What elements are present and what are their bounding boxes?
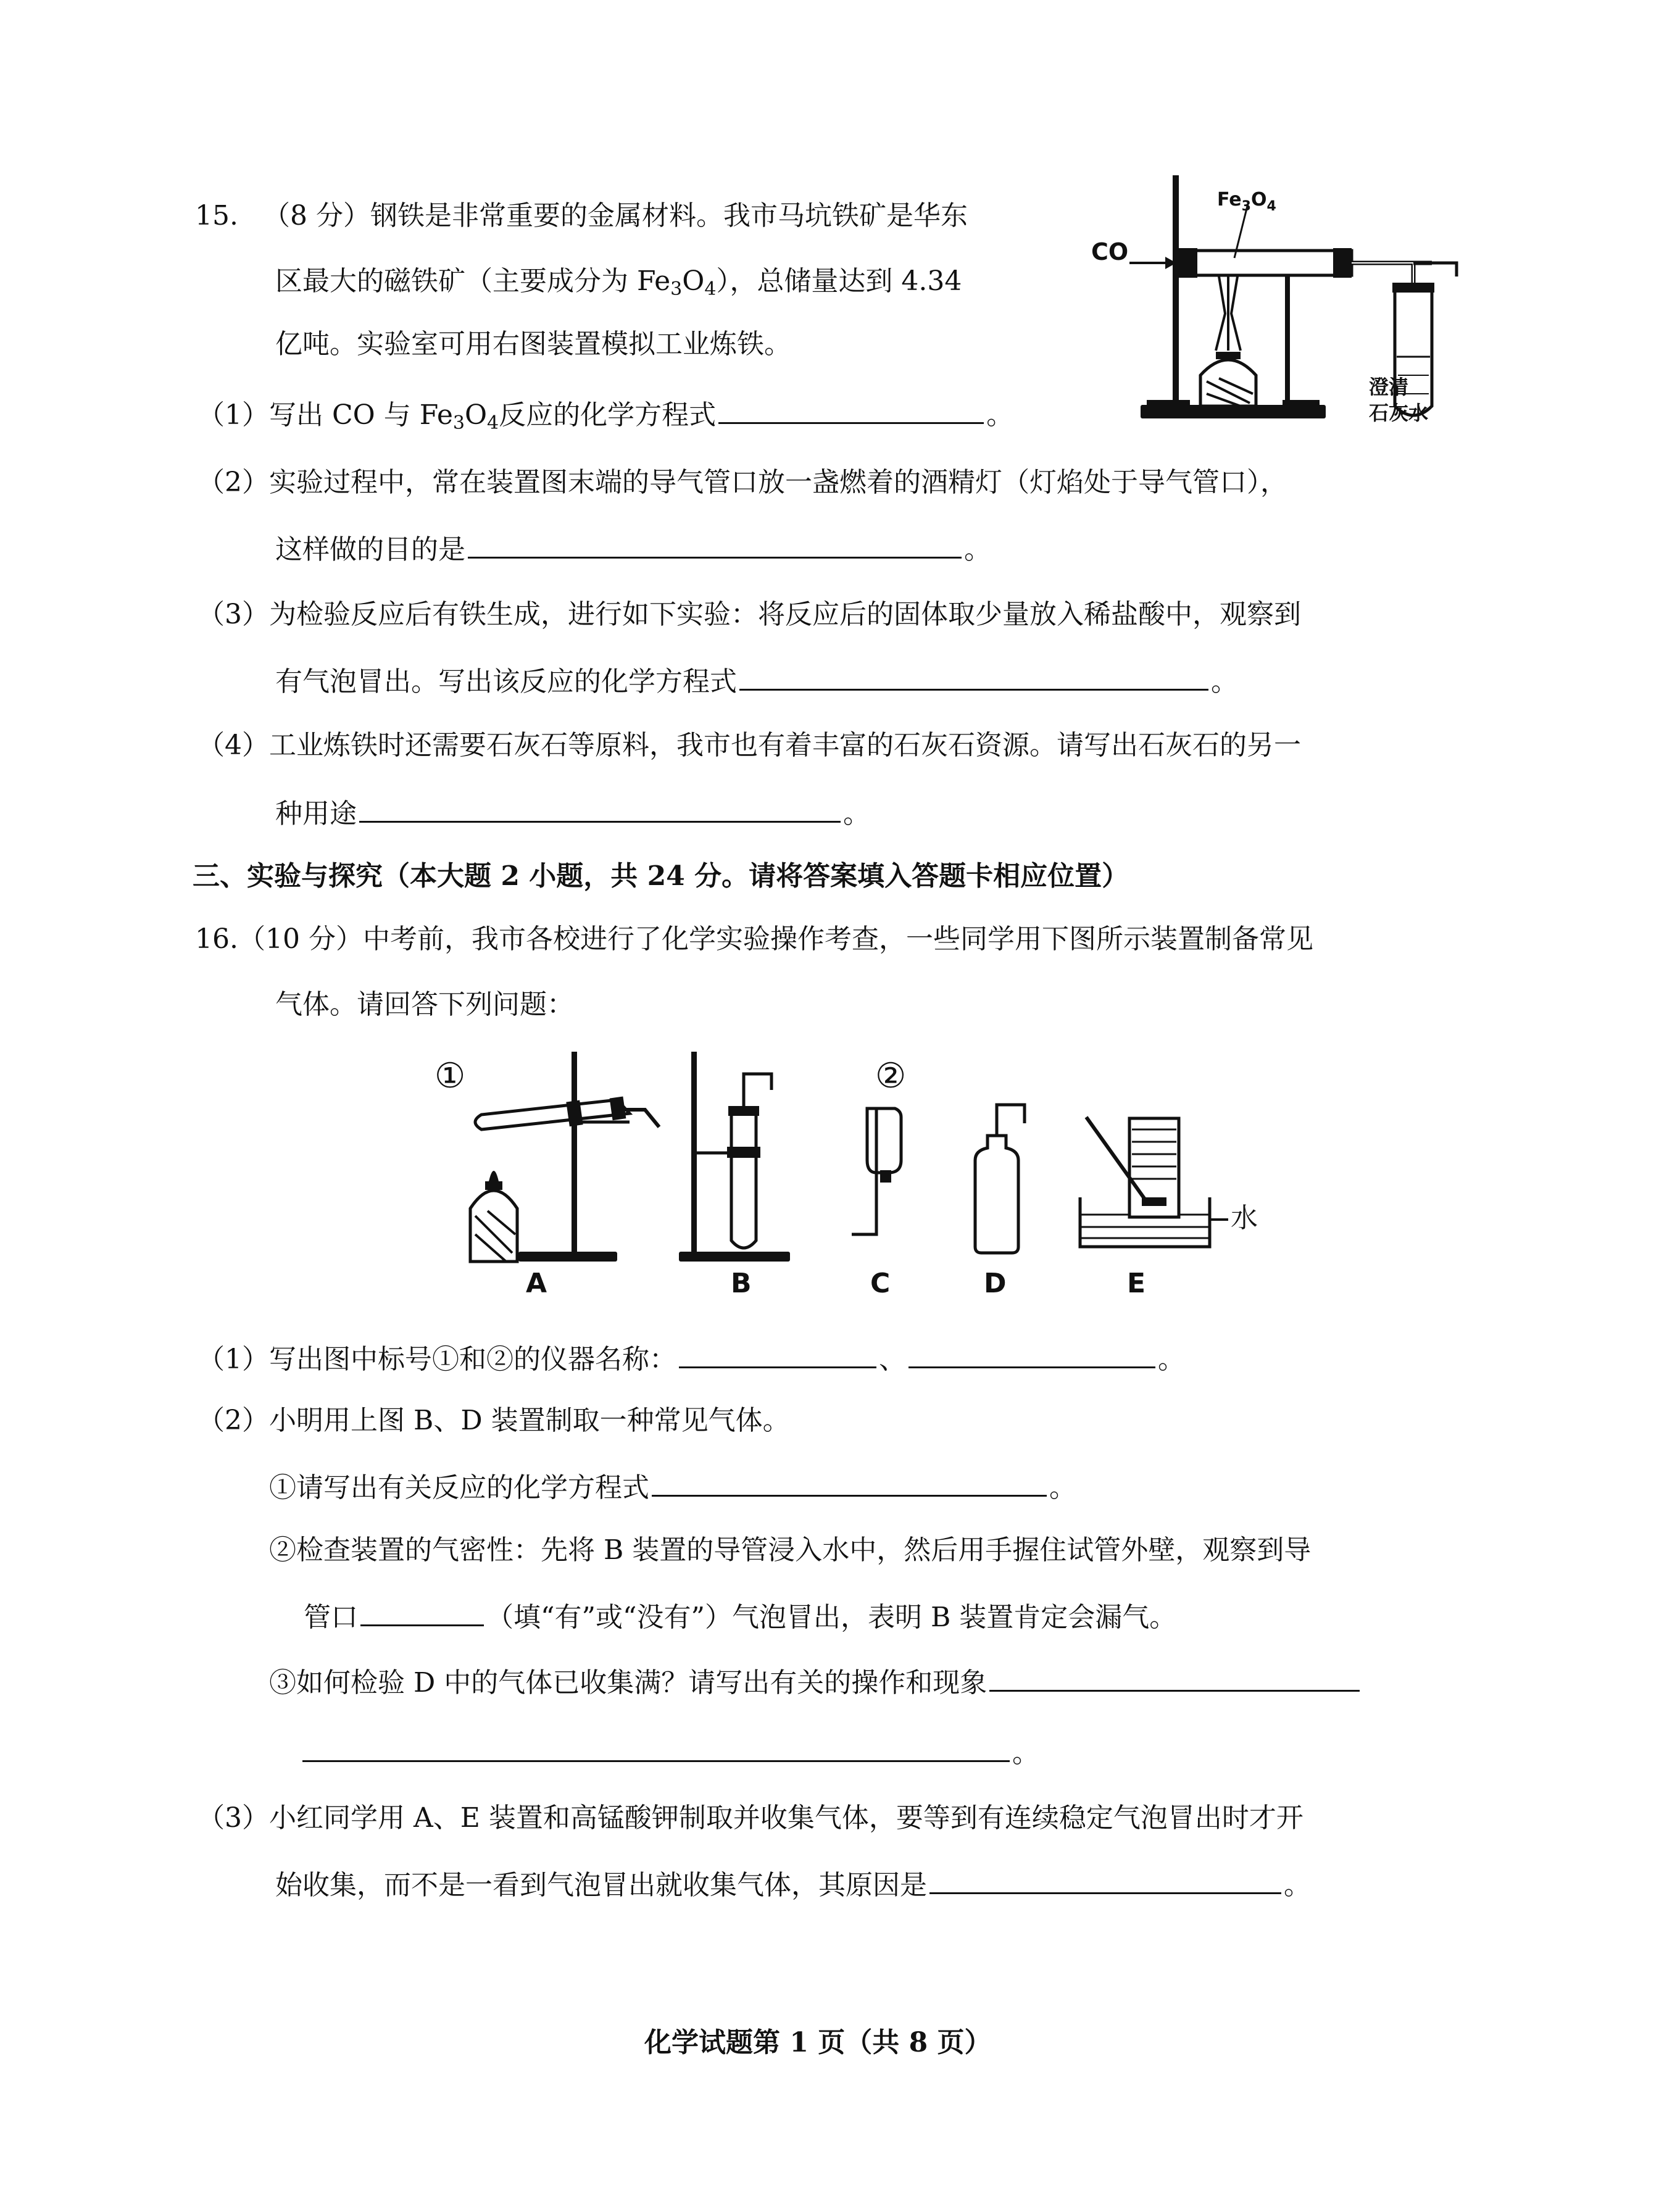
- fe3o4-label: $Fe_3O_4$: [1217, 189, 1276, 214]
- q16-part-3-line-1: （3）小红同学用 A、E 装置和高锰酸钾制取并收集气体，要等到有连续稳定气泡冒出时才开: [198, 1802, 1304, 1834]
- section-3-title: 三、实验与探究（本大题 2 小题，共 24 分。请将答案填入答题卡相应位置）: [193, 860, 1129, 892]
- q15-part-3-line-1: （3）为检验反应后有铁生成，进行如下实验：将反应后的固体取少量放入稀盐酸中，观察到: [198, 599, 1301, 630]
- q16-part-2-sub-3: ③如何检验 D 中的气体已收集满？请写出有关的操作和现象: [269, 1663, 1362, 1700]
- q16-part-2-sub-3-line-2: 。: [302, 1733, 1039, 1771]
- label-b: B: [731, 1268, 752, 1299]
- q16-part-2-sub-2-line-2: 管口 （填“有”或“没有”）气泡冒出，表明 B 装置肯定会漏气。: [304, 1597, 1176, 1635]
- q15-part-1: （1）写出 CO 与 $Fe_3O_4$反应的化学方程式 。: [198, 395, 1013, 433]
- label-a: A: [526, 1268, 547, 1299]
- q15-part-2-line-2: 这样做的目的是 。: [275, 530, 991, 567]
- q16-part-3-line-2: 始收集，而不是一看到气泡冒出就收集气体，其原因是 。: [275, 1865, 1311, 1903]
- page-footer: 化学试题第 1 页（共 8 页）: [644, 2027, 992, 2058]
- q15-intro: （8 分）钢铁是非常重要的金属材料。我市马坑铁矿是华东: [262, 200, 968, 231]
- q15-part-4-line-1: （4）工业炼铁时还需要石灰石等原料，我市也有着丰富的石灰石资源。请写出石灰石的另一: [198, 730, 1301, 761]
- answer-blank[interactable]: [359, 794, 841, 823]
- answer-blank[interactable]: [468, 530, 962, 559]
- q16-line-2: 气体。请回答下列问题：: [275, 989, 574, 1020]
- answer-blank[interactable]: [908, 1339, 1155, 1368]
- apparatus-c: [852, 1108, 901, 1234]
- answer-blank[interactable]: [718, 395, 984, 424]
- limewater-label: 澄清 石灰水: [1369, 375, 1429, 425]
- answer-blank[interactable]: [989, 1663, 1360, 1692]
- label-d: D: [984, 1268, 1007, 1299]
- answer-blank[interactable]: [929, 1865, 1281, 1894]
- answer-blank[interactable]: [739, 662, 1208, 691]
- q15-part-2-line-1: （2）实验过程中，常在装置图末端的导气管口放一盏燃着的酒精灯（灯焰处于导气管口），: [198, 467, 1287, 498]
- q16-part-2: （2）小明用上图 B、D 装置制取一种常见气体。: [198, 1405, 790, 1436]
- water-label: 水: [1231, 1202, 1258, 1234]
- q16-part-1: （1）写出图中标号①和②的仪器名称： 、 。: [198, 1339, 1185, 1377]
- q15-line-2: 区最大的磁铁矿（主要成分为 $Fe_3O_4$），总储量达到 4.34: [275, 265, 962, 300]
- q15-number: 15.: [195, 200, 238, 231]
- marker-1: ①: [434, 1056, 466, 1096]
- q16-part-2-sub-2-line-1: ②检查装置的气密性：先将 B 装置的导管浸入水中，然后用手握住试管外壁，观察到导: [269, 1534, 1312, 1566]
- q15-part-3-line-2: 有气泡冒出。写出该反应的化学方程式 。: [275, 662, 1238, 699]
- label-c: C: [870, 1268, 891, 1299]
- q15-line-1: [195, 199, 968, 233]
- label-e: E: [1127, 1268, 1146, 1299]
- q16-part-2-sub-1: ①请写出有关反应的化学方程式 。: [269, 1468, 1076, 1505]
- q15-line-3: 亿吨。实验室可用右图装置模拟工业炼铁。: [275, 328, 791, 360]
- answer-blank[interactable]: [302, 1733, 1010, 1762]
- apparatus-e: [1080, 1117, 1228, 1247]
- apparatus-d: [975, 1105, 1025, 1253]
- answer-blank[interactable]: [360, 1597, 484, 1626]
- co-label: CO: [1091, 238, 1129, 265]
- apparatus-b: [679, 1052, 790, 1262]
- q16-line-1: 16.（10 分）中考前，我市各校进行了化学实验操作考查，一些同学用下图所示装置制备常见: [195, 923, 1313, 955]
- answer-blank[interactable]: [679, 1339, 876, 1368]
- q15-part-4-line-2: 种用途 。: [275, 794, 870, 831]
- apparatus-a: [470, 1052, 659, 1262]
- answer-blank[interactable]: [652, 1468, 1047, 1497]
- marker-2: ②: [875, 1056, 907, 1096]
